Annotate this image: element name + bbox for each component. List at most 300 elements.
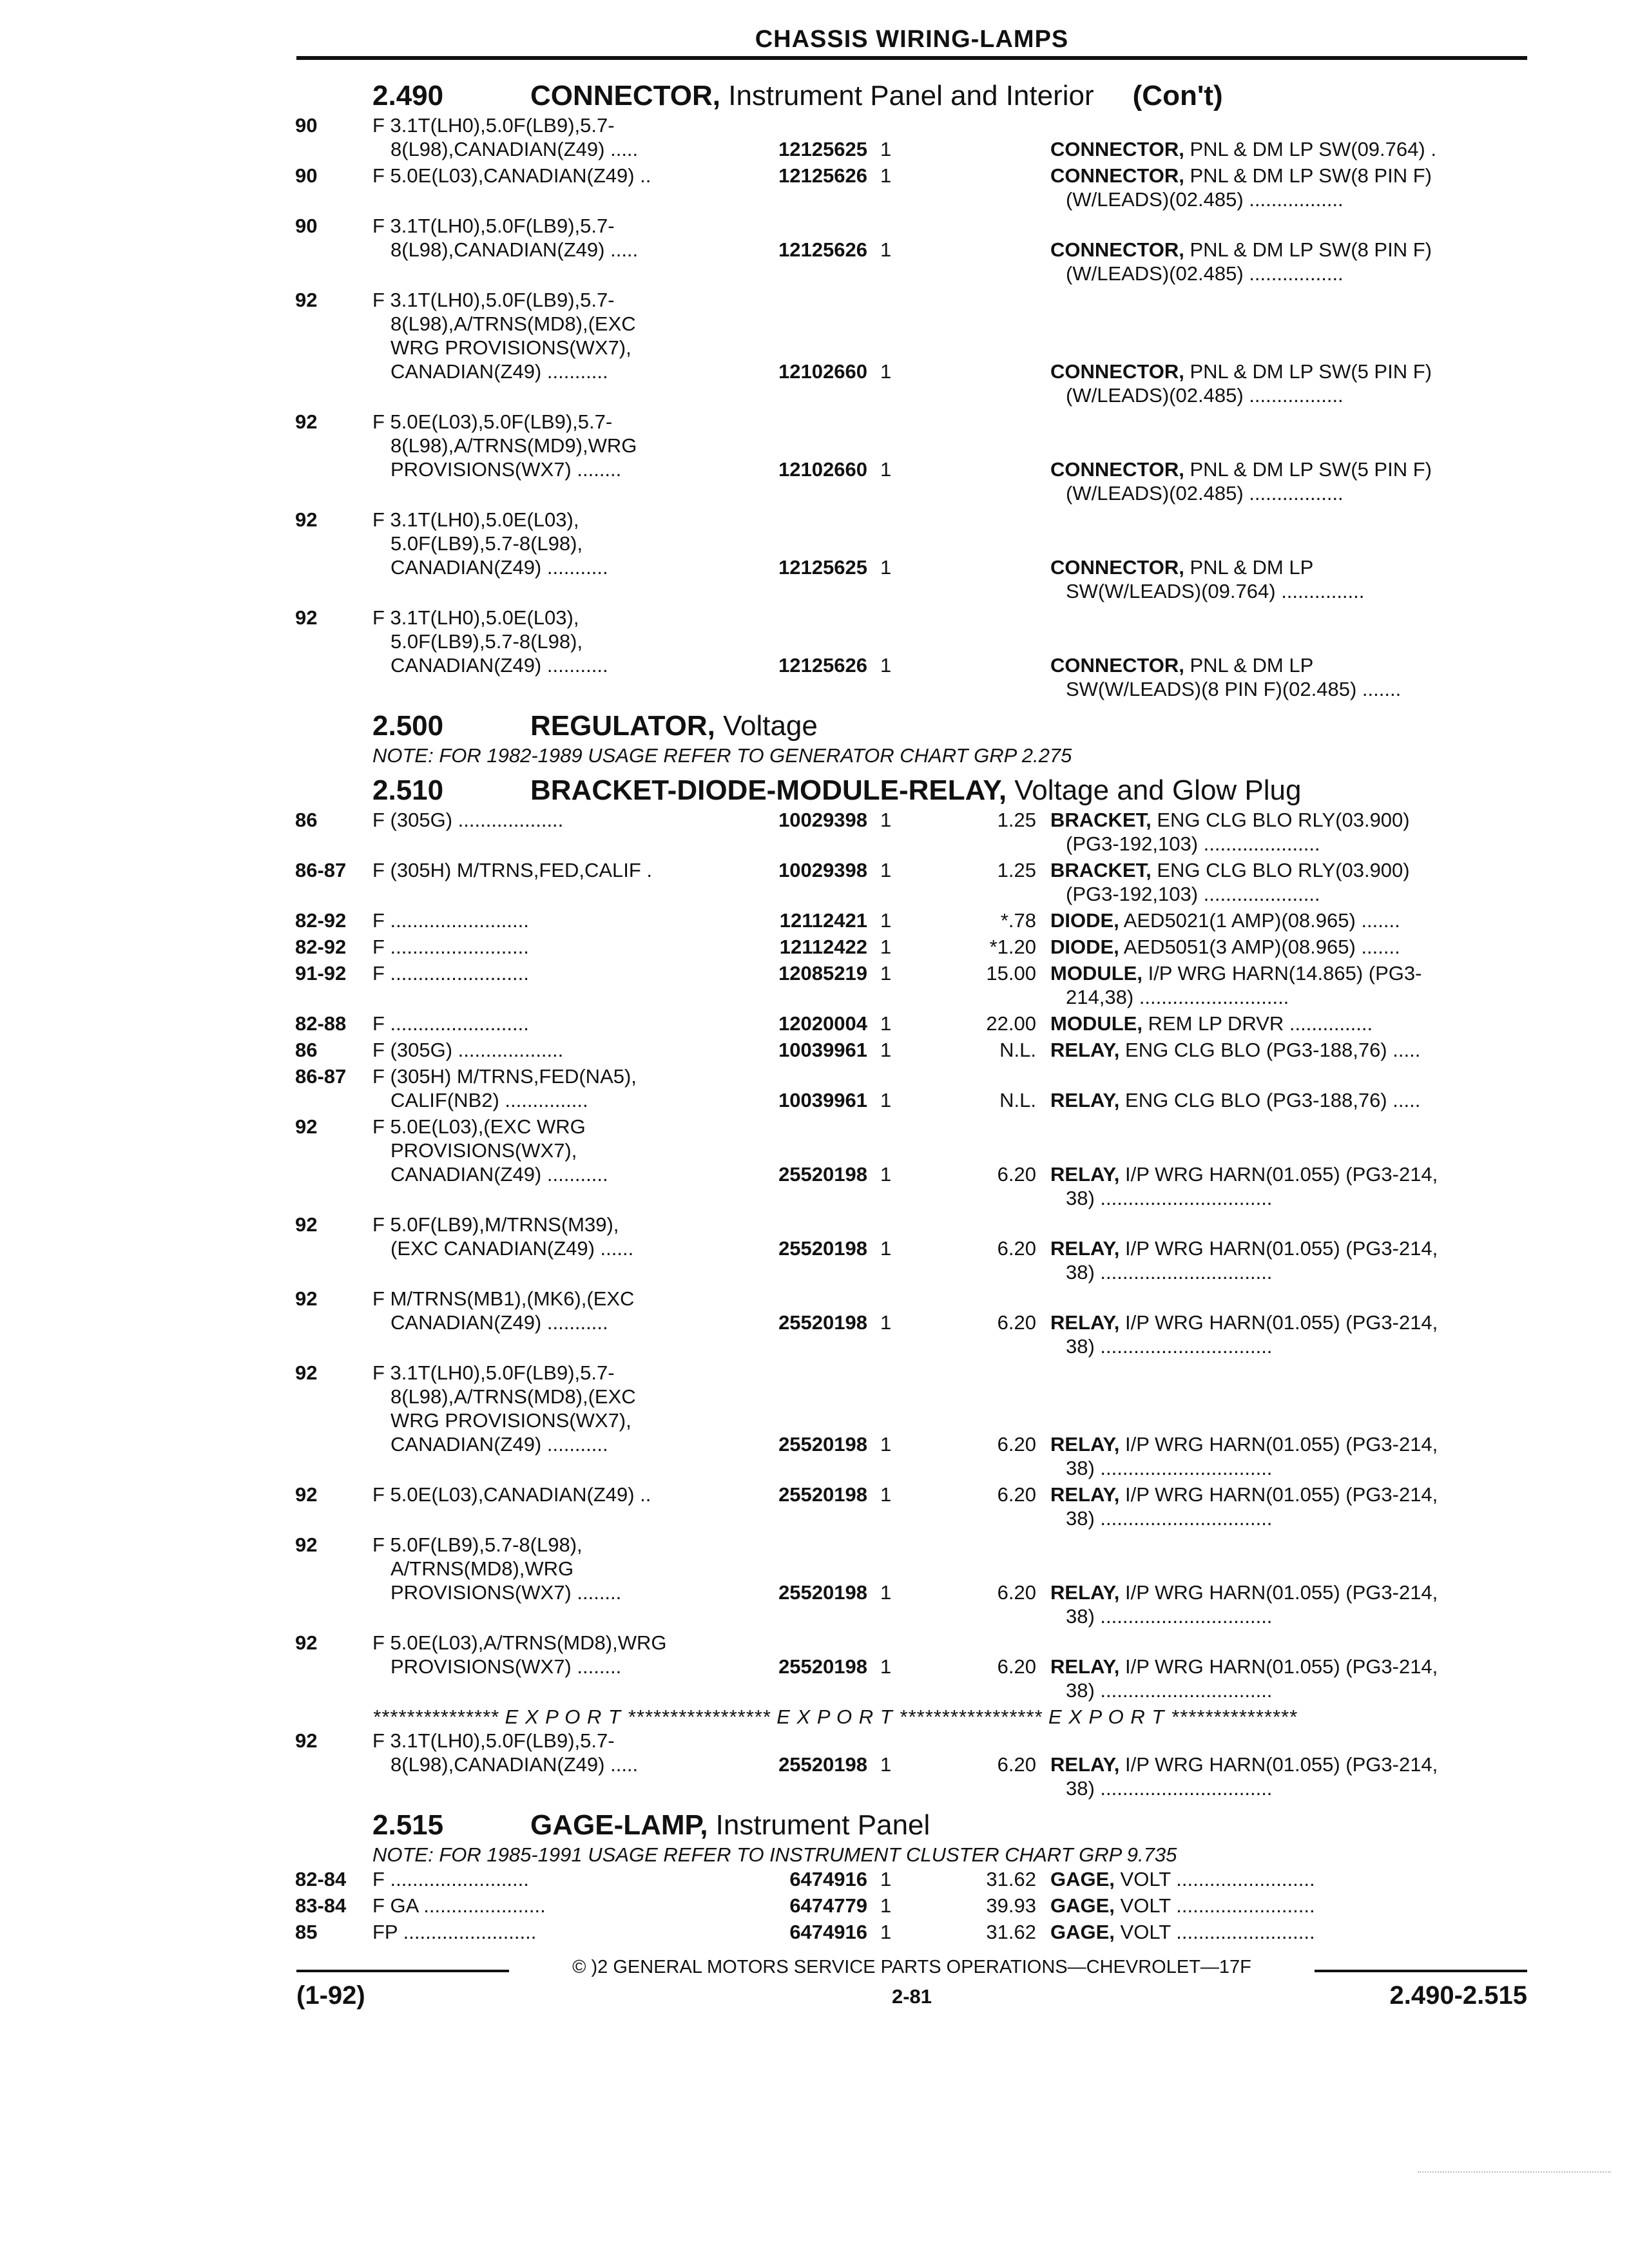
row-description — [372, 1038, 1017, 1062]
part-name-noun: RELAY, — [1050, 1581, 1120, 1604]
row-year: 82-88 — [295, 1012, 347, 1035]
description-line: F 5.0E(L03),(EXC WRG — [372, 1115, 586, 1138]
part-name-line — [1050, 1506, 1526, 1530]
description-line: 8(L98),CANADIAN(Z49) ..... — [390, 1753, 639, 1776]
part-name-line — [1050, 858, 1526, 882]
row-part-name — [1050, 858, 1526, 906]
row-part-number: 25520198 — [778, 1163, 867, 1186]
row-year: 86 — [295, 809, 318, 831]
row-quantity: 1 — [880, 1039, 892, 1061]
description-line: F 3.1T(LH0),5.0F(LB9),5.7- — [372, 289, 615, 311]
section-noun: GAGE-LAMP, — [530, 1809, 708, 1841]
part-name-text: I/P WRG HARN(01.055) (PG3-214, — [1125, 1581, 1438, 1604]
footer-copyright-line — [296, 1956, 1527, 1981]
row-part-number: 6474916 — [789, 1921, 867, 1943]
table-row — [295, 1213, 1526, 1287]
row-quantity: 1 — [880, 962, 892, 985]
part-name-line — [1050, 481, 1526, 505]
part-name-line — [1050, 555, 1526, 579]
part-name-line — [1050, 1920, 1526, 1944]
part-name-text: I/P WRG HARN(01.055) (PG3-214, — [1125, 1311, 1438, 1334]
row-part-number: 12102660 — [778, 360, 867, 383]
description-line: F 5.0E(L03),CANADIAN(Z49) .. — [372, 1483, 651, 1506]
row-part-name — [1050, 1236, 1526, 1284]
part-name-line — [1050, 187, 1526, 211]
row-year: 86 — [295, 1039, 318, 1061]
part-name-line — [1050, 1334, 1526, 1358]
table-row — [295, 935, 1526, 961]
parts-listing — [295, 76, 1526, 1949]
part-name-line — [1050, 238, 1526, 262]
part-name-text: PNL & DM LP — [1190, 654, 1314, 677]
row-part-number: 6474916 — [789, 1868, 867, 1890]
row-price: 6.20 — [997, 1753, 1036, 1776]
row-part-number: 25520198 — [778, 1311, 867, 1334]
part-name-text: (W/LEADS)(02.485) ................. — [1066, 262, 1344, 285]
part-name-line — [1050, 1604, 1526, 1628]
table-row — [295, 1867, 1526, 1894]
row-part-name — [1050, 137, 1526, 161]
row-year: 92 — [295, 1533, 318, 1556]
part-name-text: 38) ............................... — [1066, 1507, 1273, 1530]
row-description — [372, 1920, 1017, 1944]
part-name-line — [1050, 1581, 1526, 1604]
row-quantity: 1 — [880, 164, 892, 187]
part-name-noun: RELAY, — [1050, 1039, 1120, 1061]
description-line: CALIF(NB2) ............... — [390, 1089, 588, 1111]
page-title: CHASSIS WIRING-LAMPS — [755, 26, 1069, 53]
description-line: F 5.0F(LB9),5.7-8(L98), — [372, 1533, 583, 1556]
table-row — [295, 1631, 1526, 1705]
part-name-text: (PG3-192,103) ..................... — [1066, 883, 1320, 905]
row-description — [372, 961, 1017, 985]
section-note: NOTE: FOR 1985-1991 USAGE REFER TO INSTRUMENT CLUSTER CHART GRP 9.735 — [372, 1843, 1177, 1866]
table-row — [295, 214, 1526, 288]
part-name-line — [1050, 1678, 1526, 1702]
part-name-noun: CONNECTOR, — [1050, 556, 1184, 579]
row-year: 90 — [295, 164, 318, 187]
row-price: 31.62 — [986, 1868, 1036, 1890]
row-description — [372, 1064, 1017, 1112]
part-name-text: VOLT ......................... — [1120, 1894, 1315, 1917]
part-name-line — [1050, 908, 1526, 932]
part-name-noun: RELAY, — [1050, 1089, 1120, 1111]
row-year: 91-92 — [295, 962, 347, 985]
part-name-line — [1050, 1655, 1526, 1678]
description-line: FP ........................ — [372, 1921, 537, 1943]
description-line: 8(L98),A/TRNS(MD9),WRG — [390, 434, 637, 457]
row-year: 92 — [295, 1483, 318, 1506]
section-header — [295, 76, 1526, 113]
row-quantity: 1 — [880, 909, 892, 932]
row-part-name — [1050, 1432, 1526, 1480]
part-name-noun: BRACKET, — [1050, 809, 1152, 831]
part-name-text: 38) ............................... — [1066, 1187, 1273, 1209]
part-name-text: 38) ............................... — [1066, 1605, 1273, 1628]
part-name-line — [1050, 457, 1526, 481]
row-quantity: 1 — [880, 1894, 892, 1917]
row-year: 83-84 — [295, 1894, 347, 1917]
part-name-line — [1050, 1753, 1526, 1776]
table-row — [295, 1012, 1526, 1038]
part-name-text: I/P WRG HARN(01.055) (PG3-214, — [1125, 1163, 1438, 1186]
part-name-noun: DIODE, — [1050, 909, 1119, 932]
table-row — [295, 908, 1526, 935]
part-name-noun: CONNECTOR, — [1050, 238, 1184, 261]
section-number: 2.500 — [372, 710, 444, 742]
part-name-noun: CONNECTOR, — [1050, 164, 1184, 187]
row-year: 82-92 — [295, 936, 347, 958]
row-quantity: 1 — [880, 1311, 892, 1334]
table-row — [295, 1729, 1526, 1803]
row-year: 90 — [295, 114, 318, 137]
row-year: 92 — [295, 1361, 318, 1384]
part-name-line — [1050, 653, 1526, 677]
part-name-line — [1050, 1311, 1526, 1334]
section-header — [295, 706, 1526, 744]
footer-copyright: © )2 GENERAL MOTORS SERVICE PARTS OPERATIONS—CHEVROLET—17F — [572, 1957, 1251, 1977]
row-part-name — [1050, 238, 1526, 285]
part-name-text: I/P WRG HARN(14.865) (PG3- — [1148, 962, 1422, 985]
part-name-line — [1050, 1894, 1526, 1917]
part-name-text: ENG CLG BLO RLY(03.900) — [1157, 859, 1410, 881]
part-name-text: ENG CLG BLO (PG3-188,76) ..... — [1125, 1039, 1421, 1061]
description-line: F (305H) M/TRNS,FED(NA5), — [372, 1065, 637, 1088]
table-row — [295, 606, 1526, 704]
row-part-name — [1050, 1311, 1526, 1358]
row-quantity: 1 — [880, 1163, 892, 1186]
row-description — [372, 808, 1017, 832]
row-year: 82-92 — [295, 909, 347, 932]
section-noun: REGULATOR, — [530, 710, 715, 742]
row-description — [372, 410, 1017, 481]
part-name-noun: CONNECTOR, — [1050, 654, 1184, 677]
table-row — [295, 113, 1526, 164]
part-name-line — [1050, 832, 1526, 856]
row-quantity: 1 — [880, 360, 892, 383]
row-year: 92 — [295, 1213, 318, 1236]
row-part-name — [1050, 457, 1526, 505]
part-name-line — [1050, 677, 1526, 701]
part-name-line — [1050, 1776, 1526, 1800]
row-part-name — [1050, 1038, 1526, 1062]
row-price: 6.20 — [997, 1433, 1036, 1456]
row-part-number: 12102660 — [778, 458, 867, 481]
row-price: 6.20 — [997, 1581, 1036, 1604]
row-year: 92 — [295, 1115, 318, 1138]
description-line: PROVISIONS(WX7) ........ — [390, 1581, 622, 1604]
section-note: NOTE: FOR 1982-1989 USAGE REFER TO GENERATOR CHART GRP 2.275 — [372, 744, 1072, 767]
description-line: F 3.1T(LH0),5.0F(LB9),5.7- — [372, 1729, 615, 1752]
row-price: 15.00 — [986, 962, 1036, 985]
row-part-name — [1050, 164, 1526, 211]
row-part-name — [1050, 555, 1526, 603]
part-name-text: AED5021(1 AMP)(08.965) ....... — [1123, 909, 1400, 932]
part-name-line — [1050, 1260, 1526, 1284]
part-name-text: PNL & DM LP SW(8 PIN F) — [1190, 164, 1432, 187]
footer-section-range: 2.490-2.515 — [1389, 1981, 1527, 2010]
row-quantity: 1 — [880, 458, 892, 481]
row-part-name — [1050, 653, 1526, 701]
row-price: 6.20 — [997, 1163, 1036, 1186]
row-description — [372, 1483, 1017, 1506]
description-line: CANADIAN(Z49) ........... — [390, 556, 608, 579]
table-row — [295, 1920, 1526, 1946]
part-name-noun: GAGE, — [1050, 1921, 1115, 1943]
row-part-number: 10029398 — [778, 809, 867, 831]
part-name-line — [1050, 935, 1526, 959]
part-name-text: I/P WRG HARN(01.055) (PG3-214, — [1125, 1655, 1438, 1678]
part-name-noun: RELAY, — [1050, 1163, 1120, 1186]
description-line: F 3.1T(LH0),5.0F(LB9),5.7- — [372, 1361, 615, 1384]
row-part-number: 25520198 — [778, 1237, 867, 1260]
description-line: 8(L98),A/TRNS(MD8),(EXC — [390, 312, 636, 335]
section-header — [295, 771, 1526, 808]
description-line: WRG PROVISIONS(WX7), — [390, 336, 631, 359]
part-name-noun: RELAY, — [1050, 1237, 1120, 1260]
page-footer — [296, 1956, 1527, 2010]
part-name-noun: CONNECTOR, — [1050, 138, 1184, 160]
row-part-number: 12125626 — [778, 654, 867, 677]
part-name-noun: BRACKET, — [1050, 859, 1152, 881]
part-name-line — [1050, 360, 1526, 383]
section-header — [295, 1805, 1526, 1843]
row-year: 92 — [295, 1631, 318, 1654]
row-price: N.L. — [999, 1089, 1036, 1111]
row-quantity: 1 — [880, 1237, 892, 1260]
description-line: CANADIAN(Z49) ........... — [390, 1163, 608, 1186]
part-name-line — [1050, 808, 1526, 832]
footer-page-number: 2-81 — [891, 1985, 932, 2008]
description-line: (EXC CANADIAN(Z49) ...... — [390, 1237, 634, 1260]
description-line: F M/TRNS(MB1),(MK6),(EXC — [372, 1287, 635, 1310]
table-row — [295, 164, 1526, 214]
part-name-text: 214,38) ........................... — [1066, 986, 1289, 1008]
part-name-line — [1050, 882, 1526, 906]
part-name-line — [1050, 262, 1526, 285]
row-description — [372, 288, 1017, 383]
row-part-number: 25520198 — [778, 1483, 867, 1506]
row-description — [372, 908, 1017, 932]
row-year: 92 — [295, 410, 318, 433]
row-part-number: 10039961 — [778, 1039, 867, 1061]
row-part-name — [1050, 1920, 1526, 1944]
part-name-noun: DIODE, — [1050, 936, 1119, 958]
part-name-text: REM LP DRVR ............... — [1148, 1012, 1373, 1035]
section-subtitle: Voltage — [723, 710, 818, 742]
table-row — [295, 1115, 1526, 1213]
section-noun: CONNECTOR, — [530, 80, 720, 111]
description-line: 8(L98),A/TRNS(MD8),(EXC — [390, 1385, 636, 1408]
row-price: *1.20 — [989, 936, 1036, 958]
row-quantity: 1 — [880, 1433, 892, 1456]
description-line: CANADIAN(Z49) ........... — [390, 1433, 608, 1456]
part-name-text: 38) ............................... — [1066, 1777, 1273, 1800]
part-name-line — [1050, 164, 1526, 187]
part-name-noun: GAGE, — [1050, 1868, 1115, 1890]
description-line: CANADIAN(Z49) ........... — [390, 654, 608, 677]
row-part-name — [1050, 1894, 1526, 1917]
part-name-text: PNL & DM LP SW(8 PIN F) — [1190, 238, 1432, 261]
description-line: F 3.1T(LH0),5.0E(L03), — [372, 508, 579, 531]
section-subtitle: Instrument Panel — [715, 1809, 930, 1841]
row-part-number: 12125626 — [778, 238, 867, 261]
table-row — [295, 1894, 1526, 1920]
description-line: PROVISIONS(WX7) ........ — [390, 1655, 622, 1678]
part-name-text: 38) ............................... — [1066, 1335, 1273, 1358]
description-line: F 3.1T(LH0),5.0F(LB9),5.7- — [372, 114, 615, 137]
row-quantity: 1 — [880, 809, 892, 831]
section-number: 2.490 — [372, 80, 444, 111]
row-part-number: 12020004 — [778, 1012, 867, 1035]
part-name-text: AED5051(3 AMP)(08.965) ....... — [1123, 936, 1400, 958]
row-part-name — [1050, 360, 1526, 407]
row-part-name — [1050, 1581, 1526, 1628]
table-row — [295, 1533, 1526, 1631]
row-quantity: 1 — [880, 1012, 892, 1035]
part-name-noun: RELAY, — [1050, 1311, 1120, 1334]
row-price: 22.00 — [986, 1012, 1036, 1035]
row-part-name — [1050, 1162, 1526, 1210]
table-row — [295, 1064, 1526, 1115]
row-description — [372, 1012, 1017, 1035]
part-name-line — [1050, 1483, 1526, 1506]
row-description — [372, 508, 1017, 579]
row-description — [372, 858, 1017, 882]
row-year: 92 — [295, 606, 318, 629]
table-row — [295, 508, 1526, 606]
row-part-name — [1050, 908, 1526, 932]
row-year: 86-87 — [295, 1065, 347, 1088]
part-name-noun: MODULE, — [1050, 962, 1142, 985]
table-row — [295, 1038, 1526, 1064]
section-subtitle: Instrument Panel and Interior — [728, 80, 1094, 111]
row-part-number: 25520198 — [778, 1581, 867, 1604]
row-year: 82-84 — [295, 1868, 347, 1890]
part-name-text: (W/LEADS)(02.485) ................. — [1066, 384, 1344, 407]
row-price: 31.62 — [986, 1921, 1036, 1943]
description-line: 8(L98),CANADIAN(Z49) ..... — [390, 238, 639, 261]
row-price: 6.20 — [997, 1655, 1036, 1678]
row-description — [372, 606, 1017, 677]
row-description — [372, 113, 1017, 161]
description-line: F ......................... — [372, 1868, 529, 1890]
row-price: *.78 — [1000, 909, 1036, 932]
table-row — [295, 808, 1526, 858]
part-name-text: VOLT ......................... — [1120, 1868, 1315, 1890]
row-description — [372, 164, 1017, 187]
row-quantity: 1 — [880, 556, 892, 579]
row-part-name — [1050, 961, 1526, 1009]
description-line: 8(L98),CANADIAN(Z49) ..... — [390, 138, 639, 160]
row-description — [372, 1361, 1017, 1456]
description-line: F 5.0E(L03),A/TRNS(MD8),WRG — [372, 1631, 667, 1654]
row-part-number: 6474779 — [789, 1894, 867, 1917]
table-row — [295, 288, 1526, 410]
row-price: 39.93 — [986, 1894, 1036, 1917]
table-row — [295, 1361, 1526, 1483]
part-name-text: SW(W/LEADS)(8 PIN F)(02.485) ....... — [1066, 678, 1402, 700]
section-title — [530, 1809, 930, 1841]
part-name-text: I/P WRG HARN(01.055) (PG3-214, — [1125, 1753, 1438, 1776]
row-quantity: 1 — [880, 138, 892, 160]
row-quantity: 1 — [880, 1483, 892, 1506]
row-year: 85 — [295, 1921, 318, 1943]
part-name-noun: RELAY, — [1050, 1655, 1120, 1678]
row-part-number: 12125625 — [778, 138, 867, 160]
part-name-noun: CONNECTOR, — [1050, 458, 1184, 481]
row-description — [372, 1533, 1017, 1604]
row-year: 92 — [295, 1729, 318, 1752]
part-name-line — [1050, 985, 1526, 1009]
row-part-name — [1050, 1088, 1526, 1112]
table-row — [295, 961, 1526, 1012]
part-name-noun: RELAY, — [1050, 1753, 1120, 1776]
export-separator: *************** E X P O R T ***************** E X P O R T ***************** E X P O R T *************** — [372, 1706, 1297, 1728]
part-name-text: 38) ............................... — [1066, 1679, 1273, 1702]
section-spacer — [295, 1946, 1526, 1949]
part-name-noun: RELAY, — [1050, 1483, 1120, 1506]
row-quantity: 1 — [880, 936, 892, 958]
part-name-line — [1050, 1186, 1526, 1210]
row-part-name — [1050, 808, 1526, 856]
part-name-text: (PG3-192,103) ..................... — [1066, 832, 1320, 855]
part-name-text: ENG CLG BLO RLY(03.900) — [1157, 809, 1410, 831]
table-row — [295, 858, 1526, 908]
part-name-text: PNL & DM LP SW(5 PIN F) — [1190, 360, 1432, 383]
row-description — [372, 214, 1017, 262]
part-name-line — [1050, 1432, 1526, 1456]
row-part-name — [1050, 1655, 1526, 1702]
row-part-name — [1050, 1753, 1526, 1800]
table-row — [295, 1287, 1526, 1361]
row-quantity: 1 — [880, 1921, 892, 1943]
description-line: 5.0F(LB9),5.7-8(L98), — [390, 630, 583, 653]
part-name-line — [1050, 1456, 1526, 1480]
row-quantity: 1 — [880, 1089, 892, 1111]
footer-rule-right — [1315, 1970, 1527, 1972]
table-row — [295, 410, 1526, 508]
part-name-text: I/P WRG HARN(01.055) (PG3-214, — [1125, 1237, 1438, 1260]
row-price: 6.20 — [997, 1483, 1036, 1506]
description-line: F (305G) ................... — [372, 809, 564, 831]
section-number: 2.510 — [372, 774, 444, 806]
section-title — [530, 80, 1223, 112]
description-line: F 3.1T(LH0),5.0F(LB9),5.7- — [372, 215, 615, 237]
part-name-noun: CONNECTOR, — [1050, 360, 1184, 383]
part-name-text: (W/LEADS)(02.485) ................. — [1066, 188, 1344, 211]
row-price: 1.25 — [997, 809, 1036, 831]
row-description — [372, 1729, 1017, 1776]
row-part-name — [1050, 935, 1526, 959]
row-year: 92 — [295, 1287, 318, 1310]
part-name-text: SW(W/LEADS)(09.764) ............... — [1066, 580, 1365, 602]
part-name-line — [1050, 1236, 1526, 1260]
part-name-noun: MODULE, — [1050, 1012, 1142, 1035]
row-description — [372, 1631, 1017, 1678]
part-name-text: PNL & DM LP SW(5 PIN F) — [1190, 458, 1432, 481]
part-name-text: (W/LEADS)(02.485) ................. — [1066, 482, 1344, 505]
part-name-line — [1050, 1162, 1526, 1186]
row-year: 92 — [295, 289, 318, 311]
row-part-number: 10039961 — [778, 1089, 867, 1111]
row-part-number: 12112421 — [779, 909, 867, 932]
description-line: F (305H) M/TRNS,FED,CALIF . — [372, 859, 653, 881]
description-line: F (305G) ................... — [372, 1039, 564, 1061]
row-part-name — [1050, 1867, 1526, 1891]
part-name-text: I/P WRG HARN(01.055) (PG3-214, — [1125, 1483, 1438, 1506]
part-name-line — [1050, 1038, 1526, 1062]
